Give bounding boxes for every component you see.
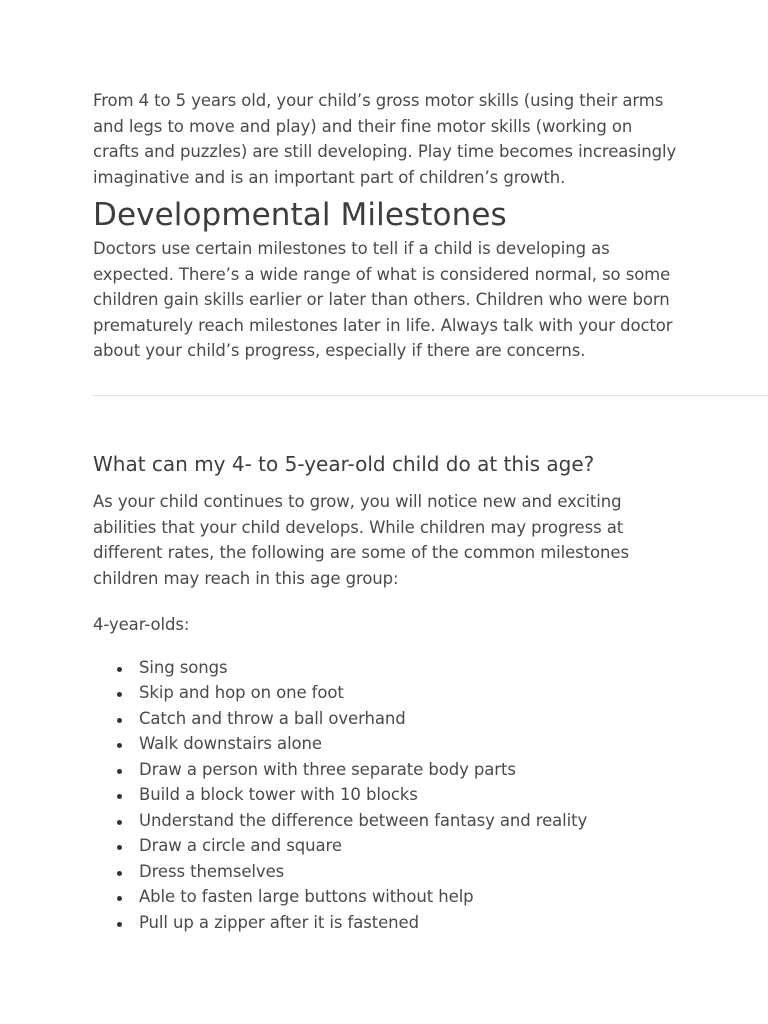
age-group-label: 4-year-olds: <box>93 615 190 634</box>
milestones-paragraph: Doctors use certain milestones to tell if a child is developing as expected. There’s a wide range of what is considered normal, so some children gain skills earlier or later than others. Children who were born prematurely reach milestones later in life. Always talk with your doctor about your child’s progress, especially if there are concerns. <box>93 239 673 360</box>
milestone-list <box>93 655 683 936</box>
list-item: Walk downstairs alone <box>139 731 683 757</box>
age-section-paragraph: As your child continues to grow, you will notice new and exciting abilities that your child develops. While children may progress at different rates, the following are some of the common milestones children may reach in this age group: <box>93 492 629 588</box>
list-item: Dress themselves <box>139 859 683 885</box>
age-section-heading: What can my 4- to 5-year-old child do at this age? <box>93 452 595 476</box>
milestones-heading: Developmental Milestones <box>93 197 507 233</box>
list-item: Pull up a zipper after it is fastened <box>139 910 683 936</box>
list-item: Sing songs <box>139 655 683 681</box>
list-item: Catch and throw a ball overhand <box>139 706 683 732</box>
intro-paragraph: From 4 to 5 years old, your child’s gross motor skills (using their arms and legs to move and play) and their fine motor skills (working on crafts and puzzles) are still developing. Play time becomes increasingly imaginative and is an important part of children’s growth. <box>93 91 677 187</box>
section-divider <box>93 395 768 396</box>
age-section <box>93 449 683 935</box>
list-item: Able to fasten large buttons without help <box>139 884 683 910</box>
article-top <box>93 88 683 364</box>
list-item: Draw a circle and square <box>139 833 683 859</box>
list-item: Skip and hop on one foot <box>139 680 683 706</box>
list-item: Draw a person with three separate body parts <box>139 757 683 783</box>
list-item: Understand the difference between fantasy and reality <box>139 808 683 834</box>
list-item: Build a block tower with 10 blocks <box>139 782 683 808</box>
